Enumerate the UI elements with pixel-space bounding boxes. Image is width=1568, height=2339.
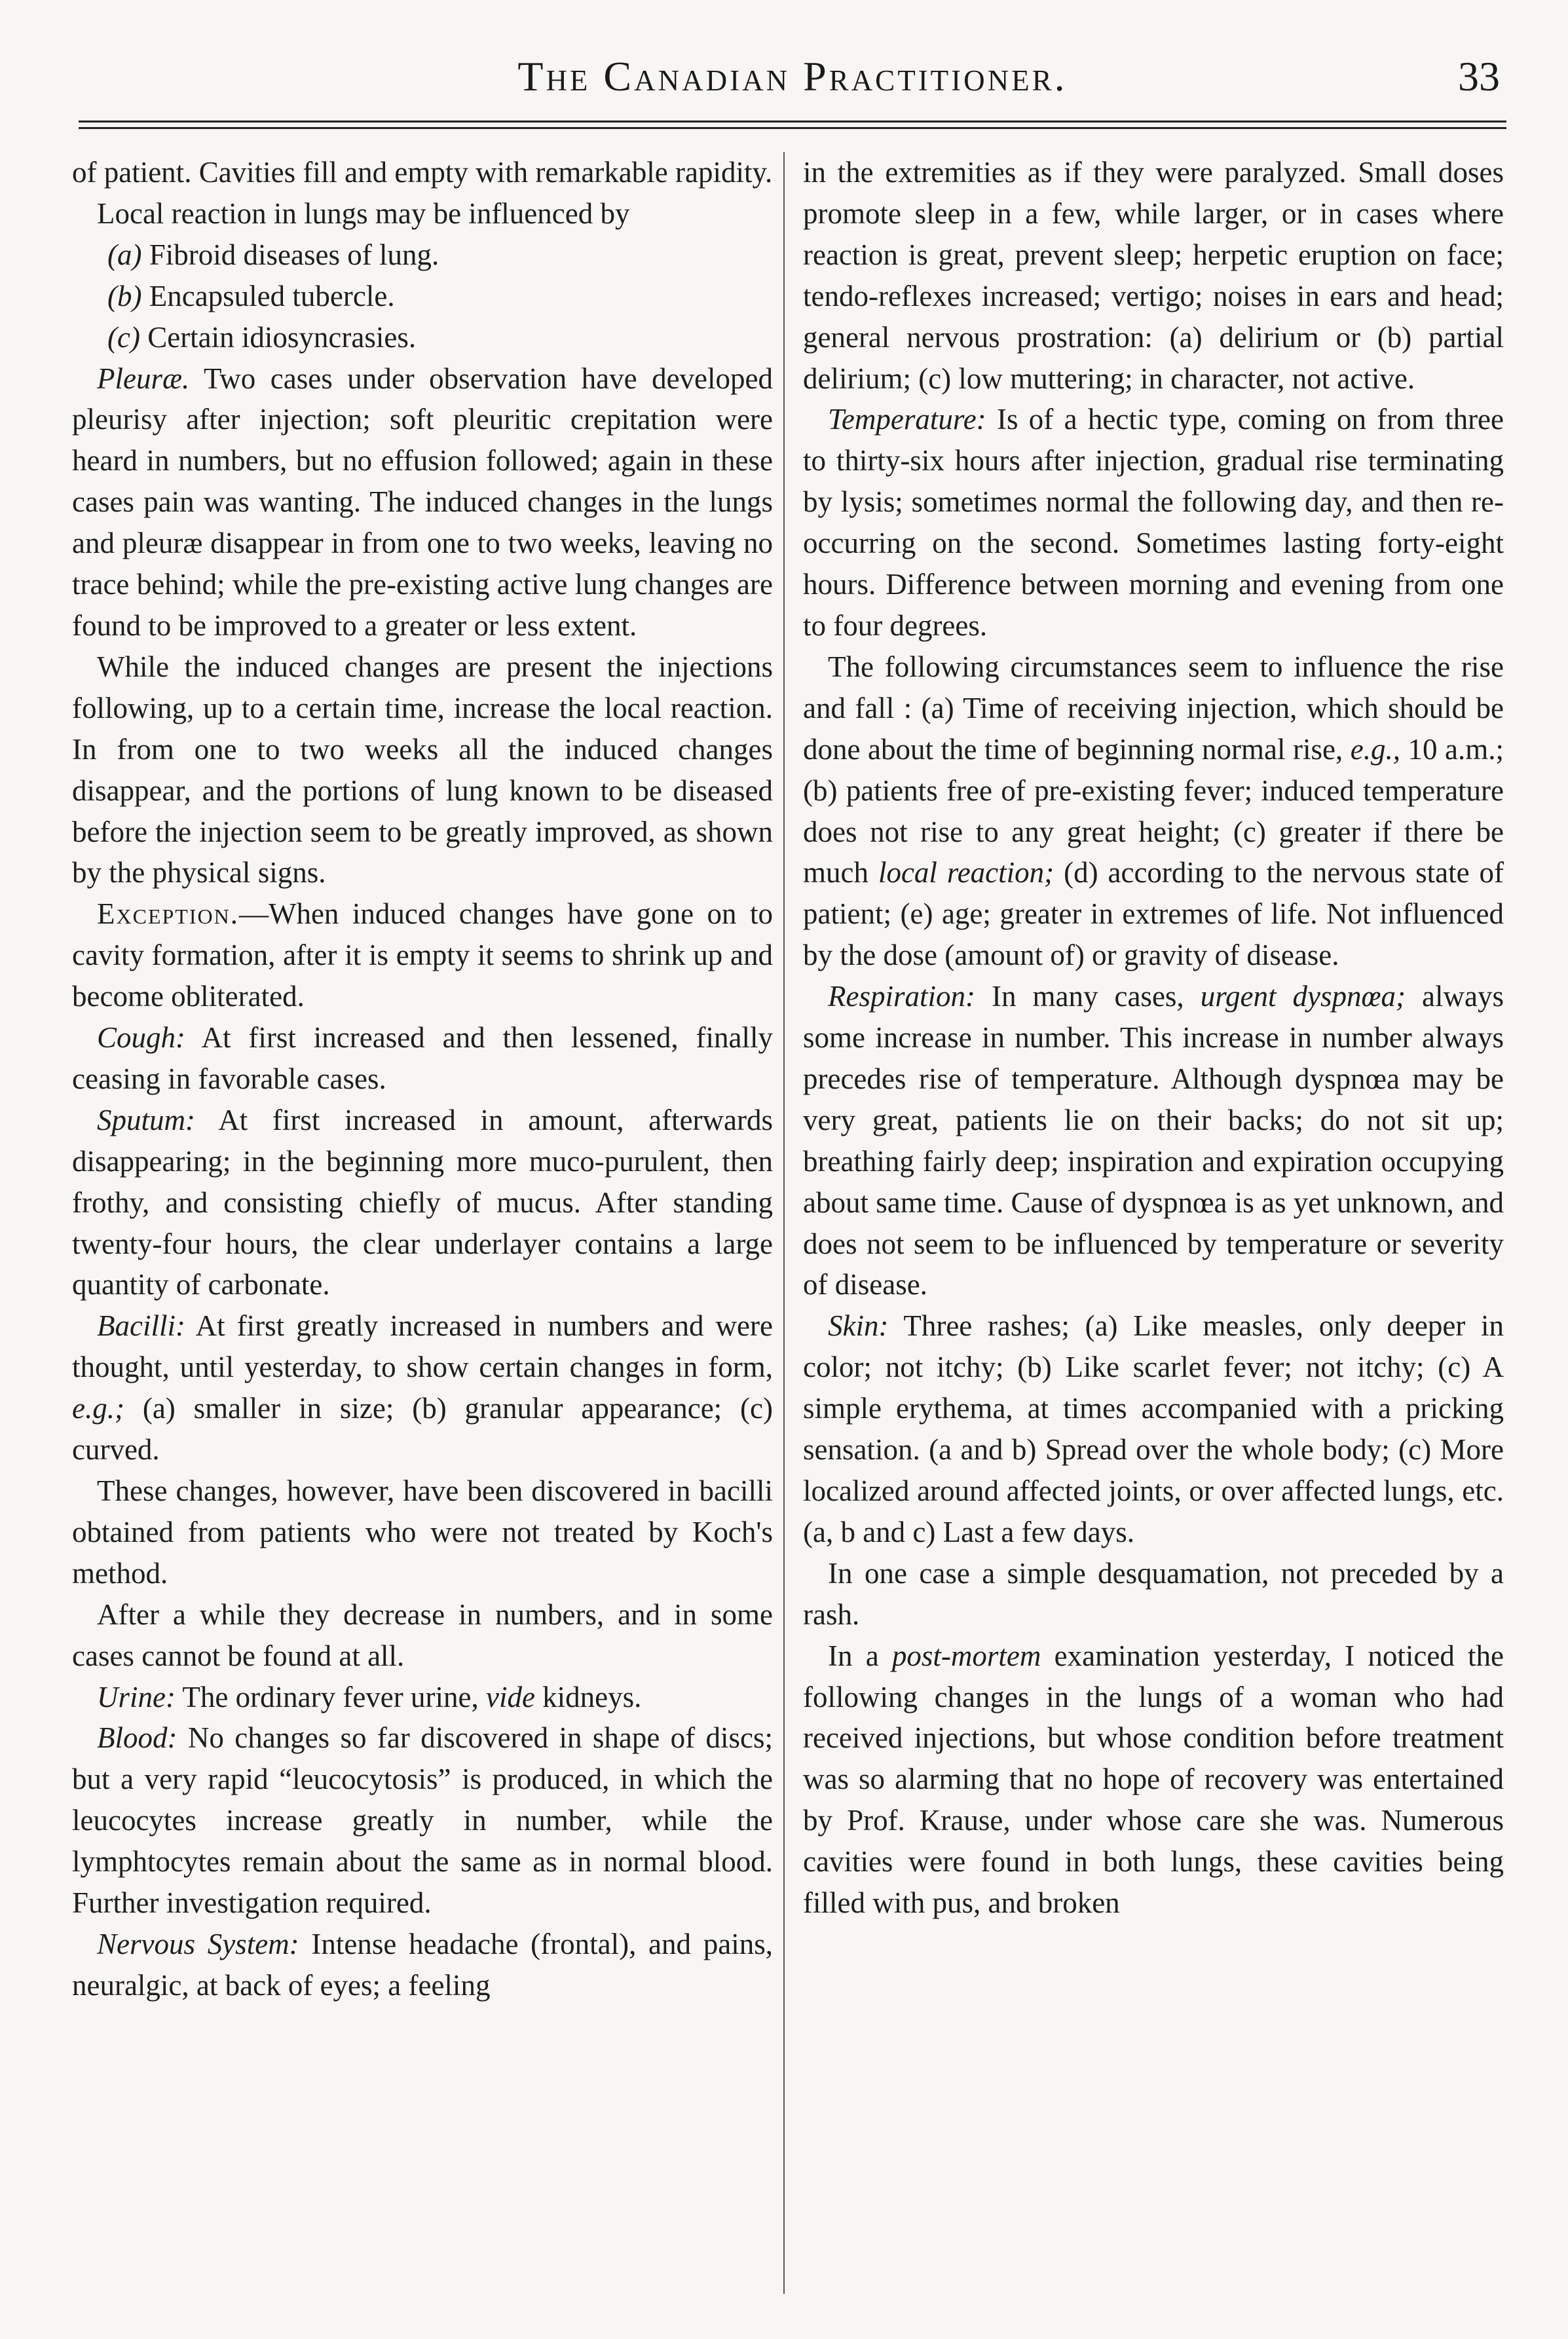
skin-label: Skin: — [828, 1309, 889, 1343]
urine-vide: vide — [485, 1680, 535, 1713]
page-header — [79, 39, 1506, 138]
list-item-c — [72, 317, 773, 358]
paragraph-bacilli — [72, 1305, 773, 1470]
pleurae-text: Two cases under observation have developed pleurisy after injection; soft pleuritic crepitation were heard in numbers, but no effusion followed; again in these cases pain was wanting. The induced changes in the lungs and pleuræ disappear in from one to two weeks, leaving no trace behind; while the pre-existing active lung changes are found to be improved to a greater or less extent. — [72, 362, 773, 642]
column-divider — [783, 152, 785, 2294]
bacilli-text-2: (a) smaller in size; (b) granular appearance; (c) curved. — [72, 1392, 773, 1467]
respiration-label: Respiration: — [828, 980, 975, 1013]
urine-text: The ordinary fever urine, — [182, 1680, 479, 1713]
bacilli-text-1: At first greatly increased in numbers and were thought, until yesterday, to show certain changes in form, — [72, 1309, 773, 1384]
list-text-c: Certain idiosyncrasies. — [147, 320, 417, 354]
bacilli-label: Bacilli: — [97, 1309, 185, 1343]
bacilli-eg: e.g.; — [72, 1392, 124, 1425]
paragraph-local-reaction: Local reaction in lungs may be influenced by — [97, 196, 630, 230]
paragraph-these-changes: These changes, however, have been discovered in bacilli obtained from patients who were not treated by Koch's method. — [72, 1474, 773, 1590]
right-column — [803, 152, 1504, 1924]
nervous-text: Intense headache (frontal), and pains, neuralgic, at back of eyes; a feeling — [72, 1927, 773, 2002]
paragraph-cavities: of patient. Cavities fill and empty with remarkable rapidity. — [72, 156, 773, 189]
paragraph-urine — [72, 1677, 773, 1718]
sputum-label: Sputum: — [97, 1103, 195, 1136]
skin-text: Three rashes; (a) Like measles, only deeper in color; not itchy; (b) Like scarlet fever; not itchy; (c) A simple erythema, at times accompanied with a pricking sensation. (a and b) Spread over the whole body; (c) More localized around affected joints, or over affected lungs, etc. (a, b and c) Last a few days. — [803, 1309, 1504, 1548]
exception-text: —When induced changes have gone on to cavity formation, after it is empty it seems to shrink up and become obliterated. — [72, 897, 773, 1013]
paragraph-pleurae — [72, 358, 773, 646]
urine-label: Urine: — [97, 1680, 176, 1713]
paragraph-nervous-system — [72, 1924, 773, 2006]
header-rule-bottom — [79, 127, 1506, 129]
paragraph-exception — [72, 893, 773, 1017]
list-marker-c: (c) — [107, 320, 140, 354]
postmortem-text-1: In a — [828, 1639, 879, 1672]
temperature-label: Temperature: — [828, 403, 986, 436]
respiration-text-2: always some increase in number. This increase in number always precedes rise of temperature. Although dyspnœa may be very great, patients lie on their backs; do not sit up; breathing fairly deep; inspiration and expiration occupying about same time. Cause of dyspnœa is as yet unknown, and does not seem to be influenced by temperature or severity of disease. — [803, 980, 1504, 1301]
following-text-2: 10 a.m.; (b) patients free of pre-existing fever; induced temperature does not rise to any great height; (c) greater if there be much — [803, 732, 1504, 889]
respiration-text-1: In many cases, — [992, 980, 1184, 1013]
blood-label: Blood: — [97, 1721, 177, 1755]
running-title: The Canadian Practitioner. — [517, 53, 1068, 100]
paragraph-skin — [803, 1305, 1504, 1552]
list-text-a: Fibroid diseases of lung. — [149, 238, 439, 271]
blood-text: No changes so far discovered in shape of discs; but a very rapid “leucocytosis” is produced, in which the leucocytes increase greatly in number, while the lymphtocytes remain about the same as in normal blood. Further investigation required. — [72, 1721, 774, 1920]
following-local-reaction: local reaction; — [878, 856, 1055, 889]
list-item-a — [72, 234, 773, 276]
paragraph-cough — [72, 1017, 773, 1100]
paragraph-blood — [72, 1717, 773, 1924]
paragraph-sputum — [72, 1100, 773, 1306]
list-text-b: Encapsuled tubercle. — [149, 279, 395, 312]
paragraph-temperature — [803, 399, 1504, 646]
postmortem-italic: post-mortem — [891, 1639, 1041, 1672]
paragraph-one-case: In one case a simple desquamation, not preceded by a rash. — [803, 1556, 1504, 1631]
exception-label: Exception. — [97, 897, 239, 931]
list-marker-a: (a) — [107, 238, 142, 271]
postmortem-text-2: examination yesterday, I noticed the following changes in the lungs of a woman who had received injections, but whose condition before treatment was so alarming that no hope of recovery was entertained by Prof. Krause, under whose care she was. Numerous cavities were found in both lungs, these cavities being filled with pus, and broken — [803, 1639, 1504, 1920]
paragraph-while-induced: While the induced changes are present the injections following, up to a certain time, increase the local reaction. In from one to two weeks all the induced changes disappear, and the portions of lung known to be diseased before the injection seem to be greatly improved, as shown by the physical signs. — [72, 650, 773, 889]
nervous-label: Nervous System: — [97, 1927, 299, 1960]
following-text-3: (d) according to the nervous state of patient; (e) age; greater in extremes of life. Not influenced by the dose (amount of) or gravity of disease. — [803, 856, 1504, 972]
urine-text-2: kidneys. — [542, 1680, 642, 1713]
list-item-b — [72, 276, 773, 317]
respiration-urgent: urgent dyspnœa; — [1200, 980, 1406, 1013]
paragraph-extremities: in the extremities as if they were paralyzed. Small doses promote sleep in a few, while larger, or in cases where reaction is great, prevent sleep; herpetic eruption on face; tendo-reflexes increased; vertigo; noises in ears and head; general nervous prostration: (a) delirium or (b) partial delirium; (c) low muttering; in character, not active. — [803, 156, 1504, 395]
list-marker-b: (b) — [107, 279, 142, 312]
sputum-text: At first increased in amount, afterwards disappearing; in the beginning more muco-purulent, then frothy, and consisting chiefly of mucus. After standing twenty-four hours, the clear underlayer contains a large quantity of carbonate. — [72, 1103, 773, 1301]
temperature-text: Is of a hectic type, coming on from three to thirty-six hours after injection, gradual rise terminating by lysis; sometimes normal the following day, and then re-occurring on the second. Sometimes lasting forty-eight hours. Difference between morning and evening from one to four degrees. — [803, 403, 1504, 642]
paragraph-post-mortem — [803, 1636, 1504, 1924]
paragraph-following-circumstances — [803, 646, 1504, 976]
paragraph-respiration — [803, 976, 1504, 1305]
following-text-1: The following circumstances seem to influence the rise and fall : (a) Time of receiving injection, which should be done about the time of beginning normal rise, — [803, 650, 1504, 766]
pleurae-label: Pleuræ. — [97, 362, 190, 395]
paragraph-after-while: After a while they decrease in numbers, and in some cases cannot be found at all. — [72, 1598, 773, 1672]
header-rule-top — [79, 121, 1506, 122]
page-number: 33 — [1458, 53, 1500, 100]
left-column — [72, 152, 773, 2006]
following-eg: e.g., — [1350, 732, 1400, 766]
cough-label: Cough: — [97, 1021, 185, 1055]
cough-text: At first increased and then lessened, finally ceasing in favorable cases. — [72, 1021, 773, 1095]
